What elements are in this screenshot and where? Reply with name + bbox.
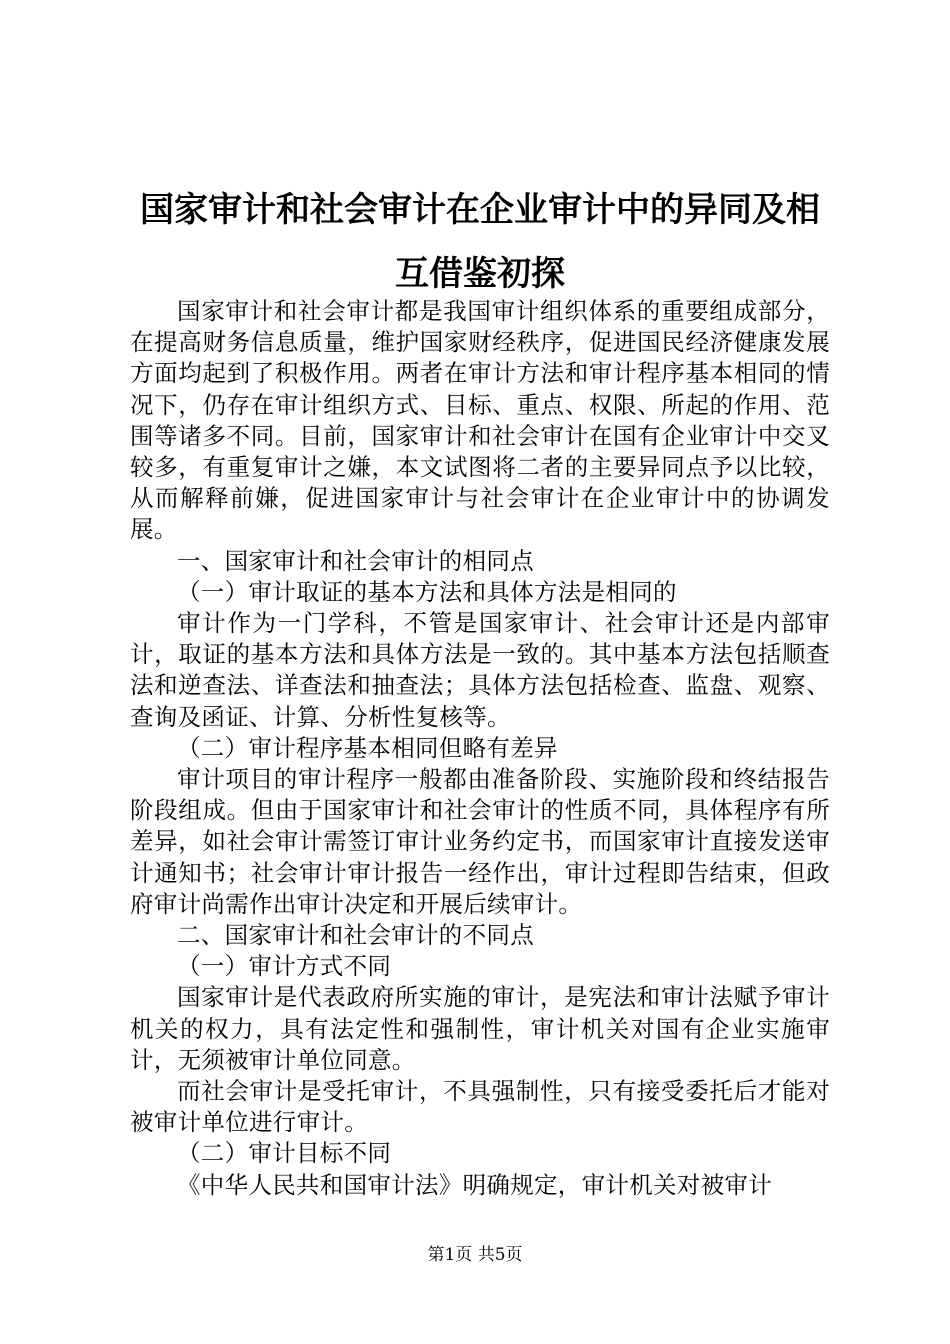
section-heading-1: 一、国家审计和社会审计的相同点 [177,546,534,575]
paragraph-audit-law: 《中华人民共和国审计法》明确规定，审计机关对被审计 [177,1170,772,1199]
section-heading-2: 二、国家审计和社会审计的不同点 [177,921,534,950]
paragraph-social-audit: 而社会审计是受托审计，不具强制性，只有接受委托后才能对被审计单位进行审计。 [130,1077,830,1137]
paragraph-procedures: 审计项目的审计程序一般都由准备阶段、实施阶段和终结报告阶段组成。但由于国家审计和社会审计的性质不同，具体程序有所差异，如社会审计需签订审计业务约定书，而国家审计直接发送审计通知书；社会审计审计报告一经作出，审计过程即告结束，但政府审计尚需作出审计决定和开展后续审计。 [130,765,830,918]
title-line-2: 互借鉴初探 [395,254,565,294]
subsection-heading-2-2: （二）审计目标不同 [177,1139,392,1168]
page-footer: 第1页 共5页 [427,1245,523,1265]
document-title [110,178,850,306]
subsection-heading-1-2: （二）审计程序基本相同但略有差异 [177,733,558,762]
document-body [130,296,830,1201]
intro-paragraph: 国家审计和社会审计都是我国审计组织体系的重要组成部分，在提高财务信息质量，维护国家财经秩序，促进国民经济健康发展方面均起到了积极作用。两者在审计方法和审计程序基本相同的情况下，仍存在审计组织方式、目标、重点、权限、所起的作用、范围等诸多不同。目前，国家审计和社会审计在国有企业审计中交叉较多，有重复审计之嫌，本文试图将二者的主要异同点予以比较，从而解释前嫌，促进国家审计与社会审计在企业审计中的协调发展。 [130,297,830,544]
title-line-1: 国家审计和社会审计在企业审计中的异同及相 [140,190,820,230]
paragraph-state-audit: 国家审计是代表政府所实施的审计，是宪法和审计法赋予审计机关的权力，具有法定性和强制性，审计机关对国有企业实施审计，无须被审计单位同意。 [130,983,830,1074]
subsection-heading-1-1: （一）审计取证的基本方法和具体方法是相同的 [177,577,677,606]
subsection-heading-2-1: （一）审计方式不同 [177,952,392,981]
paragraph-methods: 审计作为一门学科，不管是国家审计、社会审计还是内部审计，取证的基本方法和具体方法是一致的。其中基本方法包括顺查法和逆查法、详查法和抽查法；具体方法包括检查、监盘、观察、查询及函证、计算、分析性复核等。 [130,609,830,731]
